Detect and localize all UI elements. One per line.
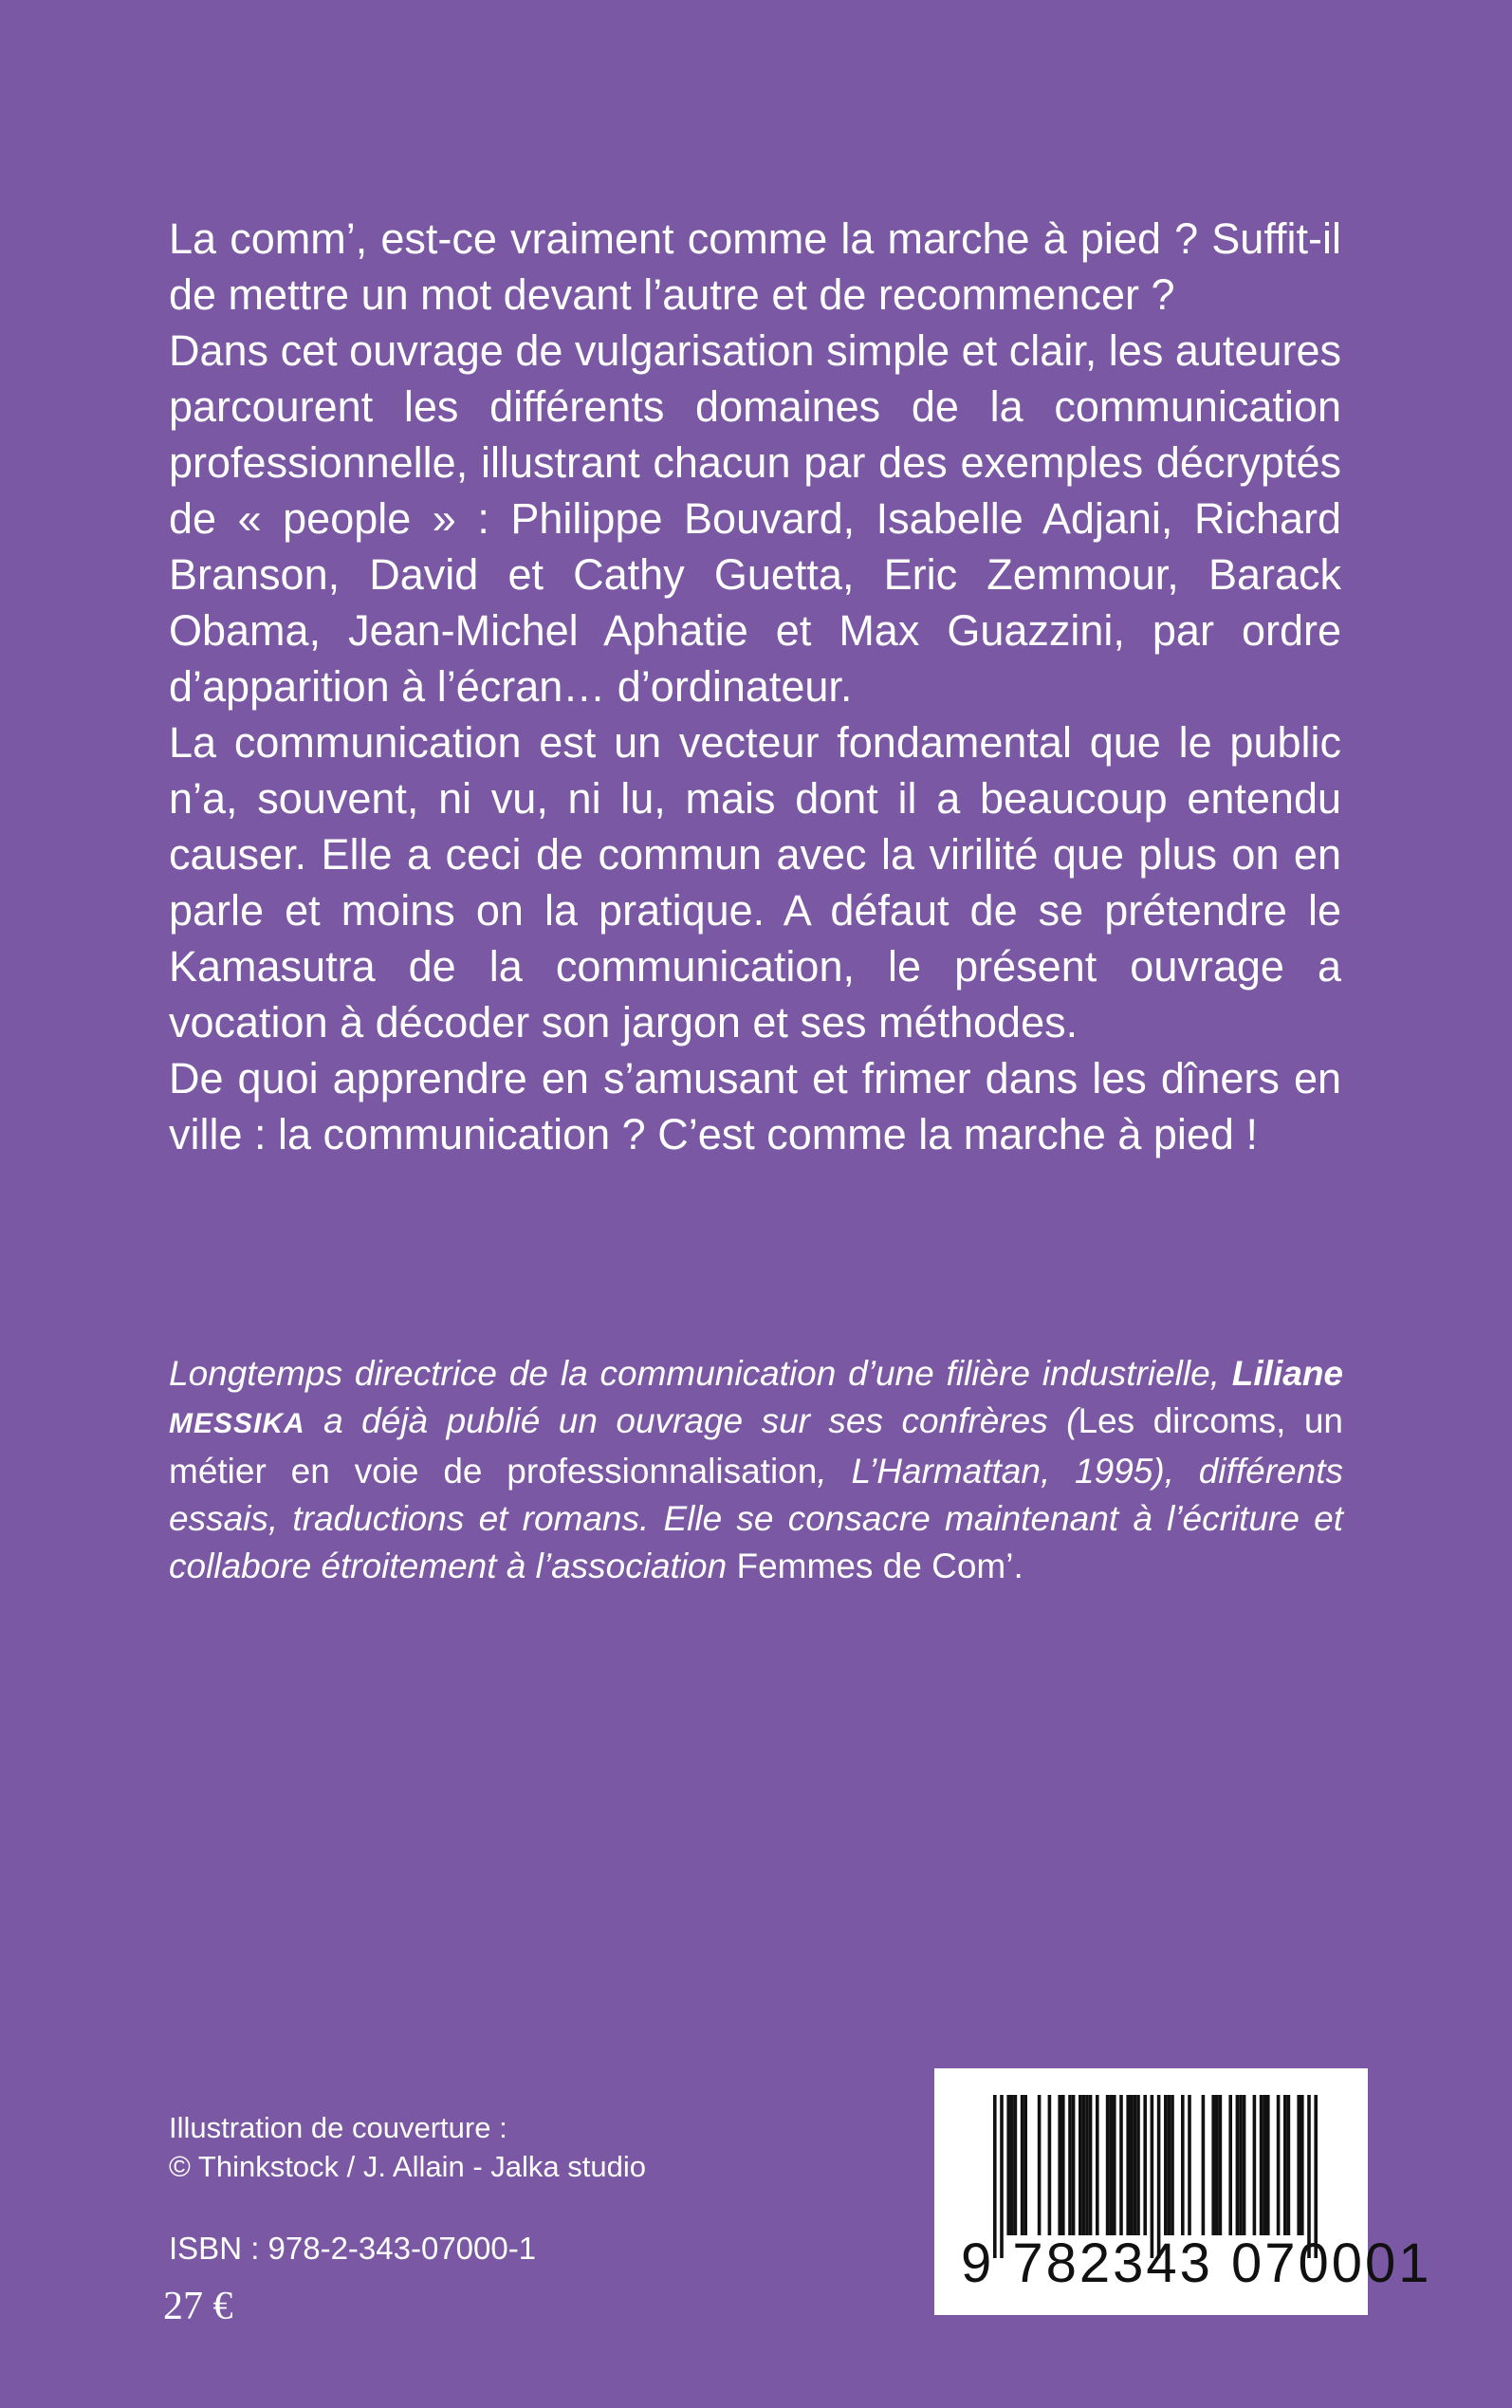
- barcode-bar: [1006, 2095, 1010, 2235]
- bio-book-title: Les dircoms, un métier en voie de professionnalisation: [169, 1401, 1343, 1491]
- bio-association: Femmes de Com’: [736, 1547, 1014, 1585]
- barcode-bar: [1058, 2095, 1061, 2235]
- barcode-bar: [1079, 2095, 1082, 2235]
- barcode-bar: [1048, 2095, 1052, 2235]
- credits-label: Illustration de couverture :: [169, 2111, 507, 2144]
- barcode-bar: [1263, 2095, 1266, 2235]
- barcode-bar: [1096, 2095, 1099, 2235]
- barcode-bar: [1085, 2095, 1089, 2235]
- barcode-bar: [1181, 2095, 1185, 2235]
- barcode-bar: [1126, 2095, 1130, 2235]
- barcode-bar: [1236, 2095, 1240, 2235]
- barcode-bar: [1072, 2095, 1076, 2235]
- barcode: [934, 2068, 1432, 2315]
- barcode-bar: [1202, 2095, 1206, 2235]
- barcode-bar: [1171, 2095, 1174, 2235]
- blurb-paragraph-3: La communication est un vecteur fondamental que le public n’a, souvent, ni vu, ni lu, mais dont il a beaucoup entendu causer. Elle a ceci de commun avec la virilité que plus on en parle et moins on la pratique. A défaut de se prétendre le Kamasutra de la communication, le présent ouvrage a vocation à décoder son jargon et ses méthodes.: [169, 718, 1341, 1047]
- barcode-bar: [1010, 2095, 1014, 2235]
- barcode-bar: [1297, 2095, 1300, 2235]
- barcode-bar: [1106, 2095, 1110, 2235]
- price: 27 €: [163, 2285, 233, 2328]
- bio-text-1: Longtemps directrice de la communication d’une filière industrielle,: [169, 1354, 1232, 1393]
- author-bio: [169, 1350, 1343, 1590]
- credits-value: © Thinkstock / J. Allain - Jalka studio: [169, 2150, 646, 2183]
- barcode-bar: [1228, 2095, 1232, 2235]
- bio-text-3: , L’Harmattan, 1995), différents essais, traductions et romans. Elle se consacre maintenant à l’écriture et collabore étroitement à l’association: [169, 1452, 1343, 1585]
- barcode-bar: [1287, 2095, 1291, 2235]
- barcode-bar: [1038, 2095, 1042, 2235]
- barcode-bar: [1253, 2095, 1257, 2235]
- barcode-bar: [1021, 2095, 1024, 2235]
- barcode-bar: [1219, 2095, 1223, 2235]
- isbn-number: ISBN : 978-2-343-07000-1: [169, 2231, 537, 2266]
- barcode-bar: [1277, 2095, 1281, 2235]
- barcode-bar: [1136, 2095, 1140, 2235]
- barcode-bar: [1211, 2095, 1215, 2235]
- barcode-bar: [1109, 2095, 1113, 2235]
- back-cover-blurb: [169, 211, 1341, 1162]
- barcode-bar: [1130, 2095, 1134, 2235]
- barcode-bar: [1164, 2095, 1168, 2235]
- author-last-name: MESSIKA: [169, 1408, 305, 1439]
- barcode-bar: [1168, 2095, 1171, 2235]
- blurb-paragraph-4: De quoi apprendre en s’amusant et frimer dans les dîners en ville : la communication ? C’est comme la marche à pied !: [169, 1054, 1341, 1158]
- barcode-bar: [1239, 2095, 1243, 2235]
- barcode-bar: [1068, 2095, 1072, 2235]
- barcode-bar: [1089, 2095, 1093, 2235]
- barcode-bar: [1243, 2095, 1246, 2235]
- barcode-bar: [1188, 2095, 1191, 2235]
- bio-text-2: a déjà publié un ouvrage sur ses confrères (: [304, 1401, 1079, 1440]
- barcode-bar: [1143, 2095, 1147, 2235]
- barcode-bar: [1260, 2095, 1263, 2235]
- illustration-credits: [169, 2108, 646, 2186]
- barcode-bar: [1119, 2095, 1123, 2235]
- barcode-bar: [1061, 2095, 1065, 2235]
- barcode-bar: [1082, 2095, 1086, 2235]
- barcode-digits: 9 782343 070001: [961, 2232, 1432, 2294]
- barcode-bar: [1134, 2095, 1137, 2235]
- barcode-bar: [1266, 2095, 1270, 2235]
- author-first-name: Liliane: [1231, 1354, 1343, 1393]
- blurb-paragraph-1: La comm’, est-ce vraiment comme la marche à pied ? Suffit-il de mettre un mot devant l’autre et de recommencer ?: [169, 214, 1341, 319]
- barcode-bar: [1014, 2095, 1018, 2235]
- barcode-bar: [1113, 2095, 1116, 2235]
- blurb-paragraph-2: Dans cet ouvrage de vulgarisation simple et clair, les auteures parcourent les différents domaines de la communication professionnelle, illustrant chacun par des exemples décryptés de « people » : Philippe Bouvard, Isabelle Adjani, Richard Branson, David et Cathy Guetta, Eric Zemmour, Barack Obama, Jean-Michel Aphatie et Max Guazzini, par ordre d’apparition à l’écran… d’ordinateur.: [169, 326, 1341, 711]
- barcode-bar: [1283, 2095, 1287, 2235]
- bio-text-4: .: [1013, 1547, 1023, 1585]
- barcode-bar: [1215, 2095, 1219, 2235]
- barcode-bar: [1300, 2095, 1304, 2235]
- barcode-bar: [1023, 2095, 1027, 2235]
